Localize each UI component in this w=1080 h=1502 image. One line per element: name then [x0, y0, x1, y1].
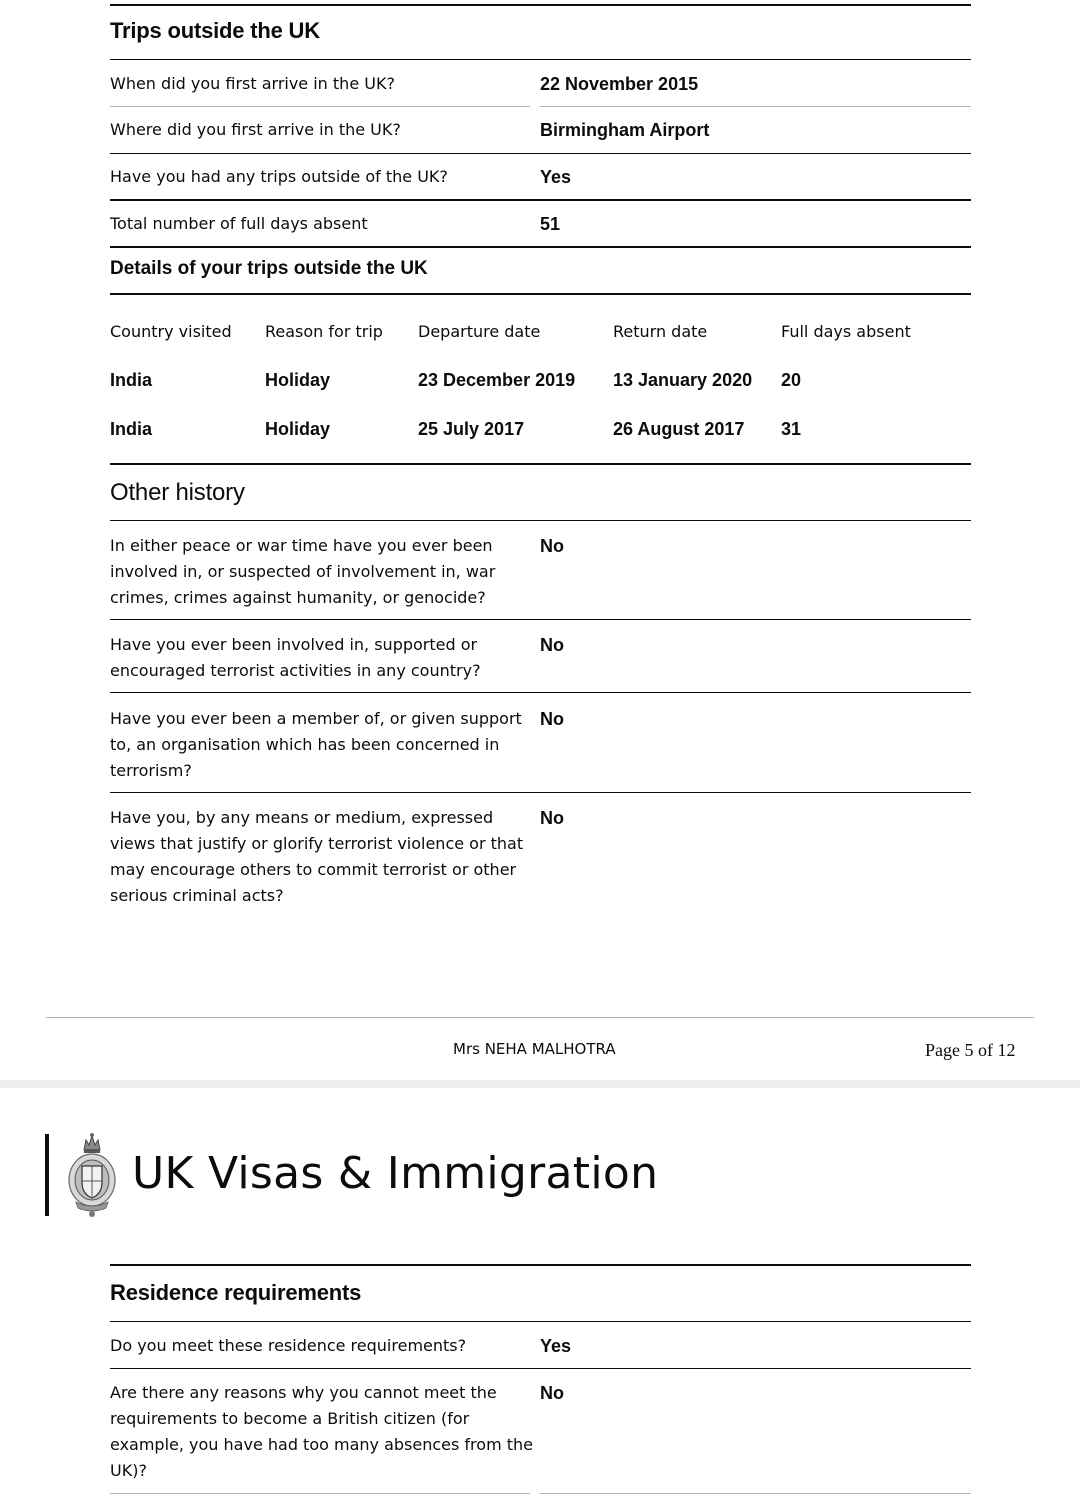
question-total-days-absent: Total number of full days absent — [110, 214, 368, 233]
section-divider — [110, 4, 971, 6]
question-reasons-cannot-meet: Are there any reasons why you cannot meet the requirements to become a British citizen (for example, you have had too many absences from the UK)? — [110, 1383, 533, 1480]
answer-glorify-terrorism: No — [540, 808, 564, 828]
section-divider — [110, 463, 971, 465]
table-cell-country: India — [110, 370, 153, 390]
section-divider — [110, 59, 971, 60]
section-title-residence: Residence requirements — [110, 1280, 362, 1305]
question-first-arrival-date: When did you first arrive in the UK? — [110, 74, 395, 93]
document-page-6 — [0, 1088, 1080, 1502]
question-trips-outside-uk: Have you had any trips outside of the UK? — [110, 167, 448, 186]
section-divider — [110, 520, 971, 521]
answer-reasons-cannot-meet: No — [540, 1383, 564, 1403]
table-header-country: Country visited — [110, 322, 232, 341]
table-cell-days: 31 — [781, 419, 802, 439]
brand-bar — [45, 1134, 49, 1216]
question-first-arrival-place: Where did you first arrive in the UK? — [110, 120, 401, 139]
question-glorify-terrorism: Have you, by any means or medium, expressed views that justify or glorify terrorist violence or that may encourage others to commit terrorist or other serious criminal acts? — [110, 808, 524, 905]
section-title-trips: Trips outside the UK — [110, 18, 320, 43]
answer-meet-residence: Yes — [540, 1336, 572, 1356]
answer-total-days-absent: 51 — [540, 214, 561, 234]
table-cell-departure: 23 December 2019 — [418, 370, 576, 390]
answer-terrorist-organisation: No — [540, 709, 564, 729]
answer-trips-outside-uk: Yes — [540, 167, 572, 187]
row-divider — [540, 106, 971, 107]
row-divider — [110, 246, 971, 248]
table-cell-days: 20 — [781, 370, 802, 390]
table-header-reason: Reason for trip — [265, 322, 383, 341]
brand-name: UK Visas & Immigration — [132, 1148, 659, 1199]
answer-terrorist-activities: No — [540, 635, 564, 655]
footer-applicant-name: Mrs NEHA MALHOTRA — [453, 1040, 616, 1058]
row-divider — [110, 153, 971, 154]
trips-details-title: Details of your trips outside the UK — [110, 258, 428, 279]
answer-first-arrival-place: Birmingham Airport — [540, 120, 710, 140]
row-divider — [540, 1493, 971, 1494]
table-header-departure: Departure date — [418, 322, 541, 341]
row-divider — [110, 792, 971, 793]
section-title-other-history: Other history — [110, 479, 245, 506]
footer-page-number: Page 5 of 12 — [925, 1040, 1016, 1060]
section-divider — [110, 1321, 971, 1322]
row-divider — [110, 1368, 971, 1369]
row-divider — [110, 199, 971, 201]
row-divider — [110, 692, 971, 693]
table-cell-return: 13 January 2020 — [613, 370, 753, 390]
row-divider — [110, 1493, 530, 1494]
question-terrorist-organisation: Have you ever been a member of, or given support to, an organisation which has been concerned in terrorism? — [110, 709, 522, 780]
table-cell-return: 26 August 2017 — [613, 419, 745, 439]
section-divider — [110, 1264, 971, 1266]
table-cell-country: India — [110, 419, 153, 439]
royal-coat-of-arms-icon — [66, 1132, 118, 1218]
question-war-crimes: In either peace or war time have you ever been involved in, or suspected of involvement in, war crimes, crimes against humanity, or genocide? — [110, 536, 496, 607]
footer-divider — [46, 1017, 1034, 1018]
table-cell-departure: 25 July 2017 — [418, 419, 525, 439]
question-terrorist-activities: Have you ever been involved in, supported or encouraged terrorist activities in any country? — [110, 635, 481, 680]
table-header-return: Return date — [613, 322, 708, 341]
row-divider — [110, 619, 971, 620]
page-gap — [0, 1080, 1080, 1088]
table-cell-reason: Holiday — [265, 370, 331, 390]
answer-war-crimes: No — [540, 536, 564, 556]
row-divider — [110, 106, 530, 107]
question-meet-residence: Do you meet these residence requirements? — [110, 1336, 467, 1355]
table-header-days: Full days absent — [781, 322, 911, 341]
answer-first-arrival-date: 22 November 2015 — [540, 74, 699, 94]
table-cell-reason: Holiday — [265, 419, 331, 439]
section-divider — [110, 293, 971, 295]
